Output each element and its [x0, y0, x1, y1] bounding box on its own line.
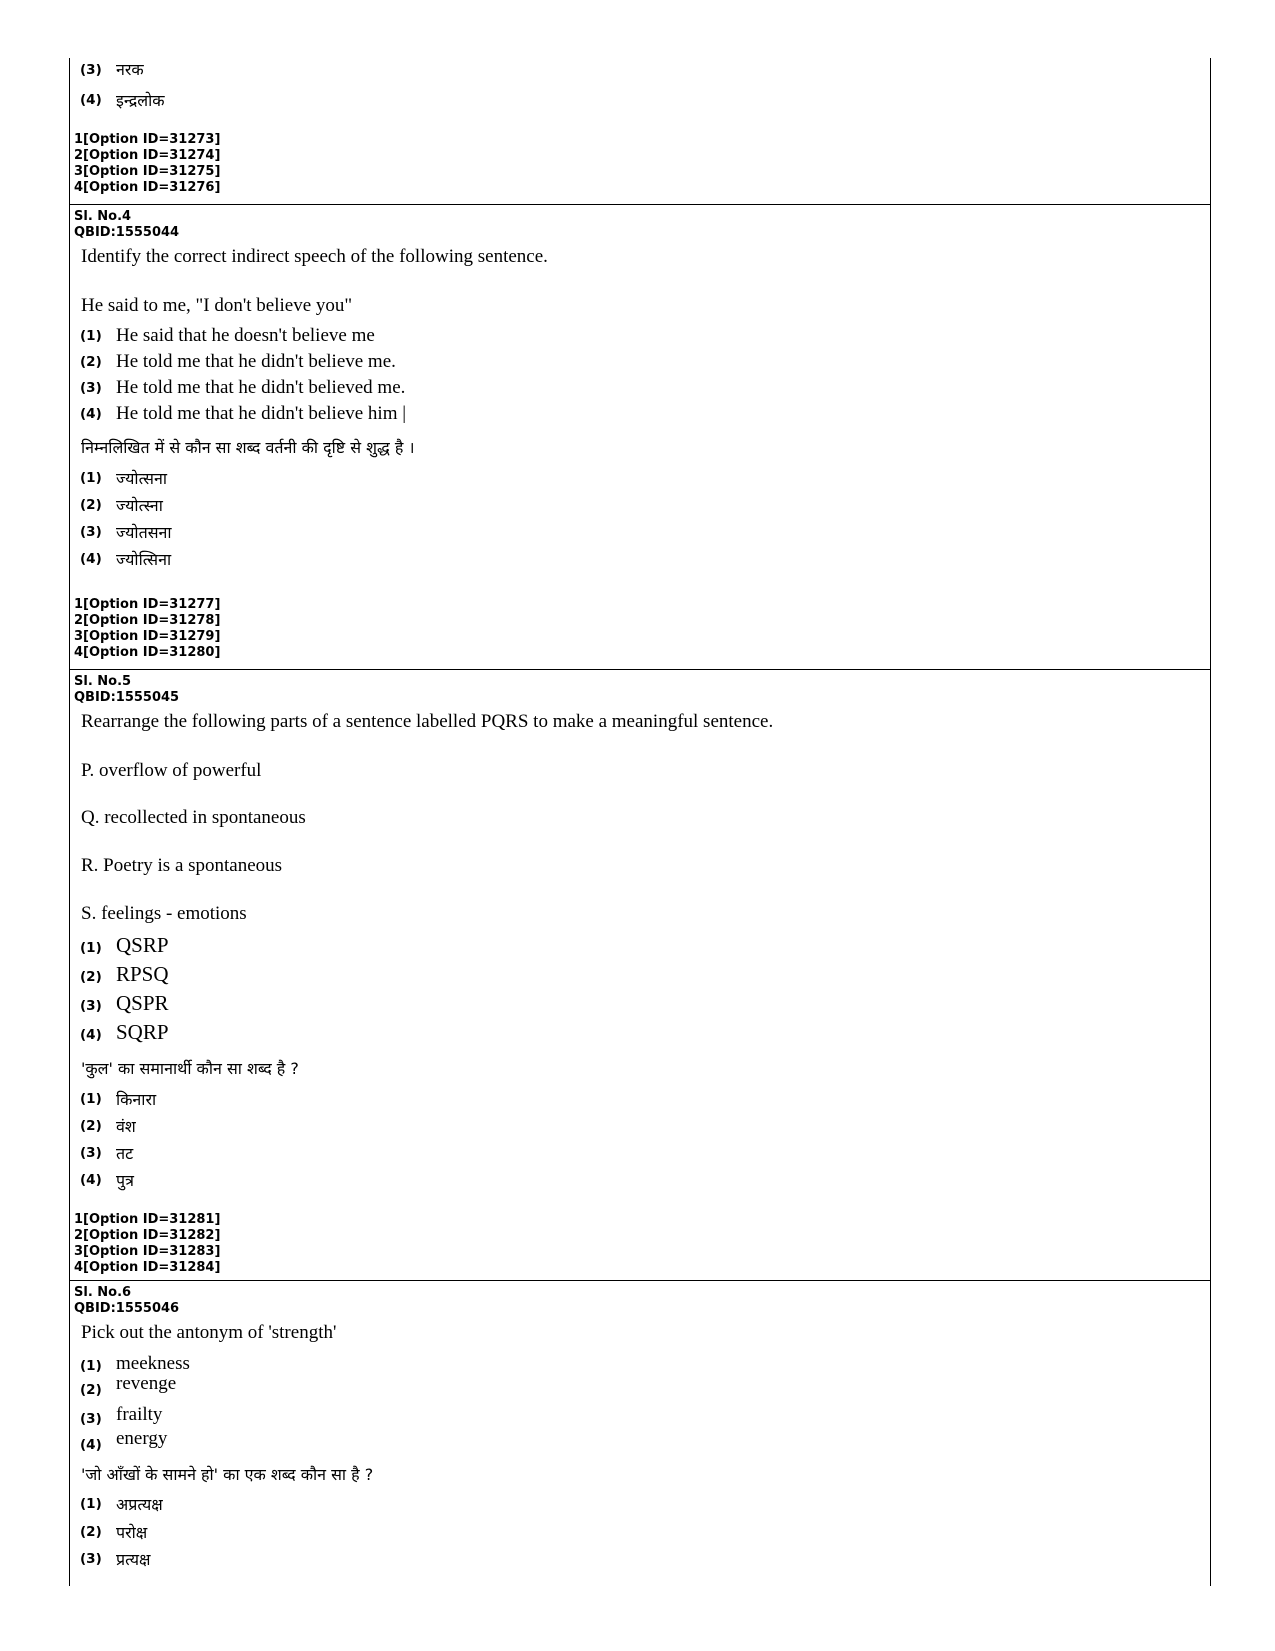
- option-number: (1): [80, 940, 102, 956]
- option-text: ज्योत्सना: [116, 469, 167, 488]
- option-id: 3[Option ID=31279]: [74, 629, 221, 644]
- option-number: (2): [80, 354, 102, 370]
- option-number: (3): [80, 1551, 102, 1567]
- option-id-list: [74, 132, 220, 196]
- question-prompt: Rearrange the following parts of a sentence labelled PQRS to make a meaningful sentence.: [81, 711, 774, 732]
- option-text: परोक्ष: [116, 1523, 148, 1542]
- option-number: (1): [80, 1496, 102, 1512]
- sentence-part: P. overflow of powerful: [81, 760, 262, 781]
- option-number: (1): [80, 1091, 102, 1107]
- option-text: वंश: [116, 1117, 136, 1136]
- serial-number: Sl. No.4: [74, 209, 132, 224]
- divider: [69, 204, 1211, 205]
- option-number: (2): [80, 969, 102, 985]
- option-text: अप्रत्यक्ष: [116, 1495, 163, 1514]
- option-text: He told me that he didn't believe him |: [116, 403, 407, 424]
- option-id: 2[Option ID=31278]: [74, 613, 221, 628]
- option-text: RPSQ: [116, 962, 169, 986]
- option-text: QSRP: [116, 933, 169, 957]
- option-text: नरक: [116, 60, 144, 79]
- option-number: (4): [80, 1437, 102, 1453]
- option-number: (1): [80, 470, 102, 486]
- option-number: (2): [80, 1524, 102, 1540]
- question-prompt: Pick out the antonym of 'strength': [81, 1322, 337, 1343]
- question-sentence: He said to me, "I don't believe you": [81, 295, 353, 316]
- option-id: 3[Option ID=31275]: [74, 164, 221, 179]
- option-id: 2[Option ID=31274]: [74, 148, 221, 163]
- sentence-part: R. Poetry is a spontaneous: [81, 855, 283, 876]
- option-number: (2): [80, 1118, 102, 1134]
- option-id: 2[Option ID=31282]: [74, 1228, 221, 1243]
- serial-number: Sl. No.5: [74, 674, 132, 689]
- hindi-prompt: 'जो आँखों के सामने हो' का एक शब्द कौन सा है ?: [81, 1465, 374, 1484]
- qbid: QBID:1555044: [74, 225, 180, 240]
- option-number: (2): [80, 497, 102, 513]
- hindi-prompt: 'कुल' का समानार्थी कौन सा शब्द है ?: [81, 1059, 299, 1078]
- qbid: QBID:1555046: [74, 1301, 180, 1316]
- option-text: He said that he doesn't believe me: [116, 325, 375, 346]
- option-text: प्रत्यक्ष: [116, 1550, 151, 1569]
- option-id: 4[Option ID=31276]: [74, 180, 221, 195]
- option-id: 1[Option ID=31277]: [74, 597, 221, 612]
- sentence-part: Q. recollected in spontaneous: [81, 807, 306, 828]
- option-text: frailty: [116, 1404, 163, 1425]
- option-number: (3): [80, 380, 102, 396]
- option-text: पुत्र: [116, 1171, 134, 1190]
- option-number: (4): [80, 92, 102, 108]
- option-number: (3): [80, 524, 102, 540]
- option-text: किनारा: [116, 1090, 157, 1109]
- question-header: [74, 1285, 179, 1317]
- option-number: (3): [80, 998, 102, 1014]
- option-number: (3): [80, 1145, 102, 1161]
- option-id-list: [74, 1212, 220, 1276]
- option-text: ज्योत्सिना: [116, 550, 172, 569]
- option-text: He told me that he didn't believe me.: [116, 351, 396, 372]
- option-number: (4): [80, 406, 102, 422]
- sentence-part: S. feelings - emotions: [81, 903, 247, 924]
- option-text: इन्द्रलोक: [116, 91, 165, 110]
- option-text: ज्योत्स्ना: [116, 496, 163, 515]
- question-prompt: Identify the correct indirect speech of the following sentence.: [81, 246, 548, 267]
- option-id: 3[Option ID=31283]: [74, 1244, 221, 1259]
- option-text: meekness: [116, 1353, 190, 1374]
- option-text: SQRP: [116, 1020, 169, 1044]
- option-text: He told me that he didn't believed me.: [116, 377, 406, 398]
- question-header: [74, 209, 179, 241]
- option-text: तट: [116, 1144, 134, 1163]
- option-text: QSPR: [116, 991, 169, 1015]
- option-number: (4): [80, 551, 102, 567]
- qbid: QBID:1555045: [74, 690, 180, 705]
- option-number: (1): [80, 328, 102, 344]
- divider: [69, 1280, 1211, 1281]
- option-id-list: [74, 597, 220, 661]
- option-number: (4): [80, 1172, 102, 1188]
- option-id: 4[Option ID=31280]: [74, 645, 221, 660]
- option-number: (3): [80, 62, 102, 78]
- question-header: [74, 674, 179, 706]
- divider: [69, 669, 1211, 670]
- option-id: 4[Option ID=31284]: [74, 1260, 221, 1275]
- option-number: (4): [80, 1027, 102, 1043]
- option-text: revenge: [116, 1373, 177, 1394]
- option-id: 1[Option ID=31273]: [74, 132, 221, 147]
- option-number: (2): [80, 1382, 102, 1398]
- option-text: energy: [116, 1428, 168, 1449]
- option-number: (1): [80, 1358, 102, 1374]
- option-id: 1[Option ID=31281]: [74, 1212, 221, 1227]
- hindi-prompt: निम्नलिखित में से कौन सा शब्द वर्तनी की दृष्टि से शुद्ध है ।: [81, 438, 415, 457]
- option-number: (3): [80, 1411, 102, 1427]
- option-text: ज्योतसना: [116, 523, 172, 542]
- serial-number: Sl. No.6: [74, 1285, 132, 1300]
